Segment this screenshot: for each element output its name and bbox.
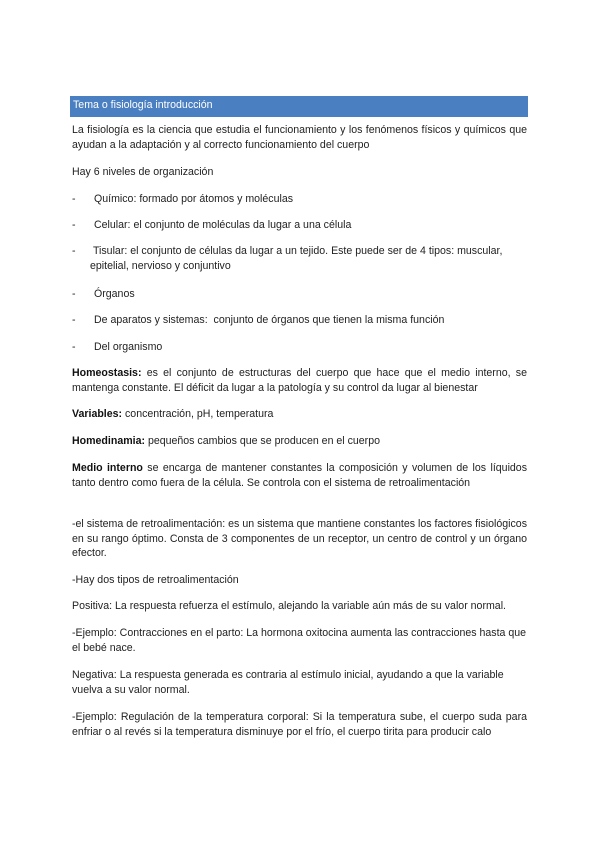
positive-paragraph: Positiva: La respuesta refuerza el estímulo, alejando la variable aún más de su valor normal.: [72, 600, 506, 612]
section-heading: Tema o fisiología introducción: [70, 96, 528, 117]
homedinamia-definition: pequeños cambios que se producen en el cuerpo: [145, 435, 380, 447]
homeostasis-paragraph: [72, 366, 527, 395]
medio-interno-definition: se encarga de mantener constantes la composición y volumen de los líquidos tanto dentro como fuera de la célula. Se controla con el sistema de retroalimentación: [72, 462, 527, 489]
level-organs: Órganos: [94, 288, 135, 300]
retro-types-paragraph: -Hay dos tipos de retroalimentación: [72, 574, 239, 586]
homeostasis-term: Homeostasis:: [72, 367, 142, 379]
level-cellular: Celular: el conjunto de moléculas da lugar a una célula: [94, 219, 352, 231]
list-bullet: -: [72, 341, 76, 353]
homedinamia-paragraph: [72, 434, 527, 449]
list-bullet: -: [72, 219, 76, 231]
list-bullet: -: [72, 288, 76, 300]
retro-system-paragraph: -el sistema de retroalimentación: es un sistema que mantiene constantes los factores fisiológicos en su rango óptimo. Consta de 3 componentes de un receptor, un centro de control y un órgano efector.: [72, 518, 527, 559]
homeostasis-definition: es el conjunto de estructuras del cuerpo que hace que el medio interno, se mantenga constante. El déficit da lugar a la patología y su control da lugar al bienestar: [72, 367, 527, 394]
medio-interno-term: Medio interno: [72, 462, 143, 474]
homedinamia-term: Homedinamia:: [72, 435, 145, 447]
list-bullet: -: [72, 193, 76, 205]
list-bullet: -: [72, 245, 76, 257]
variables-term: Variables:: [72, 408, 123, 420]
negative-example-paragraph: -Ejemplo: Regulación de la temperatura corporal: Si la temperatura sube, el cuerpo suda para enfriar o al revés si la temperatura disminuye por el frío, el cuerpo tirita para producir calo: [72, 711, 527, 738]
level-systems: De aparatos y sistemas: conjunto de órganos que tienen la misma función: [94, 314, 445, 326]
negative-paragraph: Negativa: La respuesta generada es contraria al estímulo inicial, ayudando a que la variable vuelva a su valor normal.: [72, 669, 504, 696]
medio-interno-paragraph: [72, 461, 527, 490]
list-bullet: -: [72, 314, 76, 326]
intro-paragraph: La fisiología es la ciencia que estudia el funcionamiento y los fenómenos físicos y químicos que ayudan a la adaptación y al correcto funcionamiento del cuerpo: [72, 124, 527, 151]
positive-example-paragraph: -Ejemplo: Contracciones en el parto: La hormona oxitocina aumenta las contracciones hasta que el bebé nace.: [72, 627, 527, 654]
level-tissue: Tisular: el conjunto de células da lugar a un tejido. Este puede ser de 4 tipos: muscular, epitelial, nervioso y conjuntivo: [90, 245, 506, 272]
variables-definition: concentración, pH, temperatura: [122, 408, 274, 420]
variables-paragraph: [72, 407, 527, 422]
level-chemical: Químico: formado por átomos y moléculas: [94, 193, 294, 205]
levels-title: Hay 6 niveles de organización: [72, 166, 214, 178]
level-organism: Del organismo: [94, 341, 163, 353]
